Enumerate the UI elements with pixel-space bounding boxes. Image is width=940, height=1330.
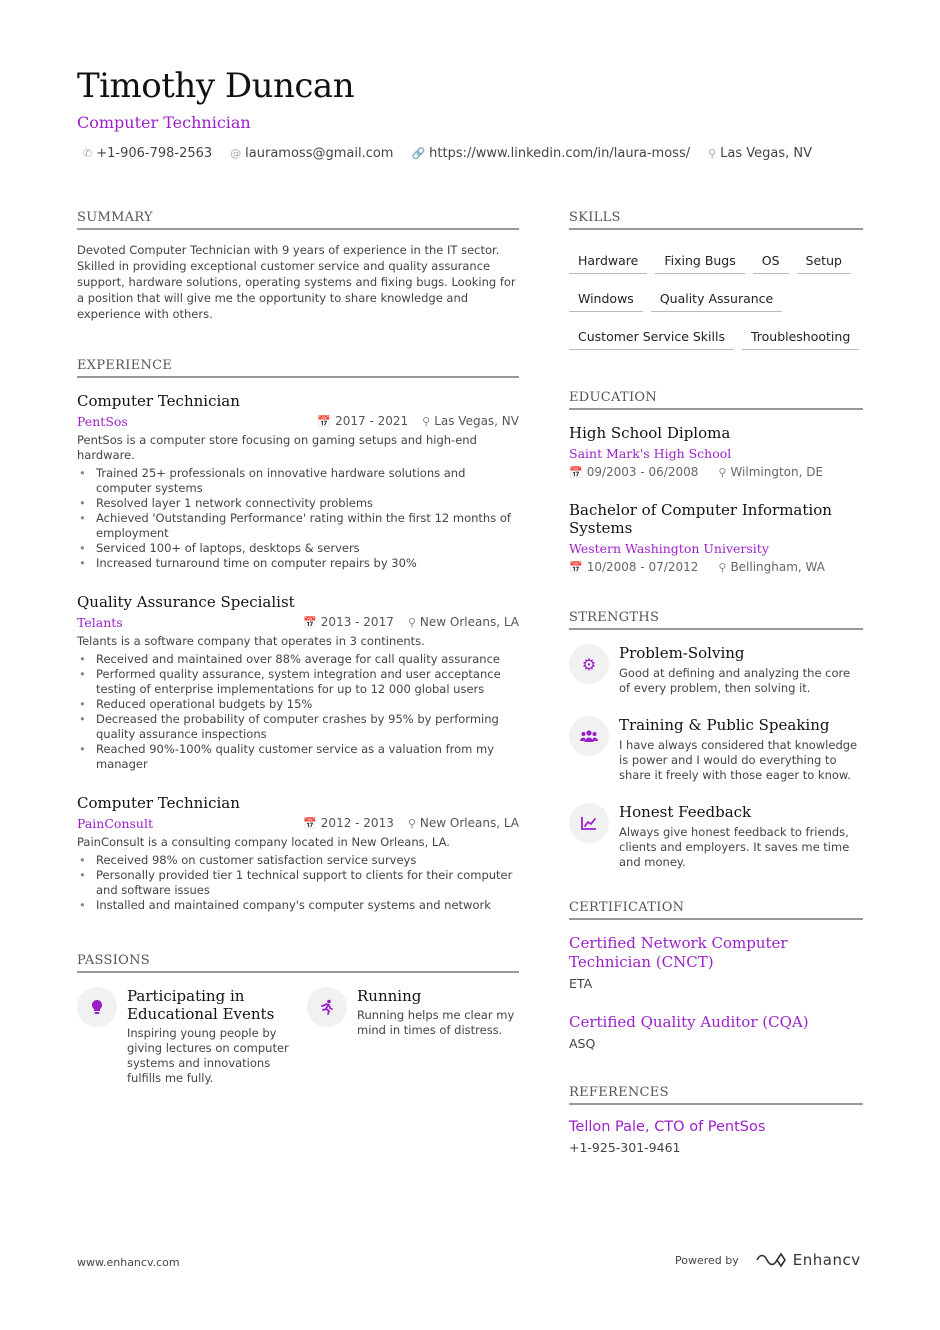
job-entry bbox=[77, 392, 519, 571]
job-title: Computer Technician bbox=[77, 113, 251, 132]
contact-location bbox=[708, 146, 812, 161]
map-pin-icon: ⚲ bbox=[407, 616, 416, 629]
skill-tag: OS bbox=[753, 248, 789, 274]
reference-phone: +1-925-301-9461 bbox=[569, 1140, 681, 1155]
enhancv-logo-text: Enhancv bbox=[792, 1251, 861, 1269]
gears-icon: ⚙ bbox=[569, 644, 609, 684]
job-bullets bbox=[77, 652, 519, 772]
job-description: PentSos is a computer store focusing on gaming setups and high-end hardware. bbox=[77, 433, 477, 462]
bullet-item: • Increased turnaround time on computer repairs by 30% bbox=[77, 556, 519, 571]
bullet-item: • Serviced 100+ of laptops, desktops & servers bbox=[77, 541, 519, 556]
passion-item bbox=[307, 987, 519, 1086]
education-dates: 📅 09/2003 - 06/2008 bbox=[569, 465, 699, 479]
linkedin-text: https://www.linkedin.com/in/laura-moss/ bbox=[429, 146, 691, 161]
certification-title: Certified Quality Auditor (CQA) bbox=[569, 1013, 809, 1031]
certification-heading: CERTIFICATION bbox=[569, 900, 863, 920]
strength-title: Honest Feedback bbox=[619, 803, 752, 821]
bullet-item: • Resolved layer 1 network connectivity problems bbox=[77, 496, 519, 511]
contact-linkedin[interactable] bbox=[411, 146, 690, 161]
job-company: PainConsult bbox=[77, 815, 153, 831]
bullet-item: • Received 98% on customer satisfaction service surveys bbox=[77, 853, 519, 868]
education-section bbox=[569, 390, 863, 574]
footer-website[interactable]: www.enhancv.com bbox=[77, 1256, 180, 1269]
bullet-item: • Reduced operational budgets by 15% bbox=[77, 697, 519, 712]
skill-tag: Troubleshooting bbox=[742, 324, 859, 350]
map-pin-icon: ⚲ bbox=[422, 415, 431, 428]
map-pin-icon: ⚲ bbox=[407, 817, 416, 830]
enhancv-logo-icon bbox=[755, 1252, 787, 1268]
education-entry bbox=[569, 501, 863, 574]
job-entry bbox=[77, 593, 519, 772]
map-pin-icon: ⚲ bbox=[708, 147, 717, 160]
phone-icon: ✆ bbox=[83, 147, 93, 160]
users-icon bbox=[569, 716, 609, 756]
calendar-icon: 📅 bbox=[303, 616, 317, 629]
job-dates: 📅 2012 - 2013 bbox=[303, 816, 394, 830]
bullet-item: • Trained 25+ professionals on innovative hardware solutions and computer systems bbox=[77, 466, 519, 496]
lightbulb-icon bbox=[77, 987, 117, 1027]
link-icon: 🔗 bbox=[411, 147, 426, 160]
experience-heading: EXPERIENCE bbox=[77, 358, 519, 378]
calendar-icon: 📅 bbox=[303, 817, 317, 830]
job-location: ⚲ Las Vegas, NV bbox=[422, 414, 519, 428]
education-school: Western Washington University bbox=[569, 541, 769, 556]
education-degree: Bachelor of Computer Information Systems bbox=[569, 501, 832, 537]
email-text: lauramoss@gmail.com bbox=[245, 146, 394, 161]
strength-item bbox=[569, 716, 863, 783]
footer-branding bbox=[675, 1251, 861, 1269]
skill-tag: Hardware bbox=[569, 248, 647, 274]
contact-bar bbox=[83, 146, 812, 161]
running-icon bbox=[307, 987, 347, 1027]
job-description: PainConsult is a consulting company located in New Orleans, LA. bbox=[77, 835, 450, 849]
bullet-item: • Performed quality assurance, system integration and user acceptance testing of enterprise implementations for up to 12 000 global users bbox=[77, 667, 519, 697]
education-location: ⚲ Wilmington, DE bbox=[718, 465, 824, 479]
passion-description: Running helps me clear my mind in times of distress. bbox=[357, 1008, 515, 1037]
calendar-icon: 📅 bbox=[317, 415, 332, 428]
strength-item bbox=[569, 803, 863, 870]
job-description: Telants is a software company that operates in 3 continents. bbox=[77, 634, 425, 648]
phone-text: +1-906-798-2563 bbox=[96, 146, 213, 161]
candidate-name: Timothy Duncan bbox=[77, 66, 355, 106]
job-company: Telants bbox=[77, 614, 123, 630]
job-entry-title: Computer Technician bbox=[77, 794, 240, 812]
skill-tag: Customer Service Skills bbox=[569, 324, 734, 350]
contact-phone[interactable] bbox=[83, 146, 212, 161]
job-dates: 📅 2017 - 2021 bbox=[317, 414, 409, 428]
skills-section bbox=[569, 210, 863, 362]
strength-title: Problem-Solving bbox=[619, 644, 745, 662]
skill-tag: Quality Assurance bbox=[651, 286, 782, 312]
bullet-item: • Decreased the probability of computer crashes by 95% by performing quality assurance inspections bbox=[77, 712, 519, 742]
education-entry bbox=[569, 424, 863, 479]
education-heading: EDUCATION bbox=[569, 390, 863, 410]
job-company: PentSos bbox=[77, 413, 128, 429]
education-degree: High School Diploma bbox=[569, 424, 731, 442]
right-column bbox=[569, 210, 863, 1155]
at-icon: @ bbox=[230, 147, 242, 160]
certification-title: Certified Network Computer Technician (CNCT) bbox=[569, 934, 788, 971]
contact-email[interactable] bbox=[230, 146, 393, 161]
passion-title: Running bbox=[357, 987, 422, 1005]
location-text: Las Vegas, NV bbox=[720, 146, 813, 161]
passion-title: Participating in Educational Events bbox=[127, 987, 275, 1023]
skill-tag: Windows bbox=[569, 286, 643, 312]
reference-name: Tellon Pale, CTO of PentSos bbox=[569, 1119, 766, 1135]
certification-section bbox=[569, 900, 863, 1051]
strength-item bbox=[569, 644, 863, 696]
job-location: ⚲ New Orleans, LA bbox=[407, 816, 519, 830]
strength-description: I have always considered that knowledge is power and I would do everything to share it freely with those eager to know. bbox=[619, 738, 858, 782]
summary-text: Devoted Computer Technician with 9 years of experience in the IT sector. Skilled in providing exceptional customer service and quality assurance support, hardware solutions, operating systems and fixing bugs. Looking for a position that will give me the opportunity to share knowledge and experience with others. bbox=[77, 243, 516, 321]
summary-heading: SUMMARY bbox=[77, 210, 519, 230]
left-column bbox=[77, 210, 519, 1086]
education-school: Saint Mark's High School bbox=[569, 446, 732, 461]
education-location: ⚲ Bellingham, WA bbox=[718, 560, 825, 574]
references-heading: REFERENCES bbox=[569, 1085, 863, 1105]
strengths-heading: STRENGTHS bbox=[569, 610, 863, 630]
strength-description: Good at defining and analyzing the core of every problem, then solving it. bbox=[619, 666, 851, 695]
map-pin-icon: ⚲ bbox=[718, 561, 727, 574]
bullet-item: • Personally provided tier 1 technical support to clients for their computer and software issues bbox=[77, 868, 519, 898]
job-bullets bbox=[77, 466, 519, 571]
strengths-section bbox=[569, 610, 863, 870]
bullet-item: • Achieved 'Outstanding Performance' rating within the first 12 months of employment bbox=[77, 511, 519, 541]
enhancv-logo[interactable] bbox=[755, 1251, 861, 1269]
summary-section bbox=[77, 210, 519, 322]
references-section bbox=[569, 1085, 863, 1155]
job-bullets bbox=[77, 853, 519, 913]
job-entry-title: Computer Technician bbox=[77, 392, 240, 410]
strength-title: Training & Public Speaking bbox=[619, 716, 830, 734]
skills-heading: SKILLS bbox=[569, 210, 863, 230]
passions-heading: PASSIONS bbox=[77, 953, 519, 973]
certification-entry bbox=[569, 1013, 863, 1051]
certification-issuer: ETA bbox=[569, 976, 593, 991]
bullet-item: • Received and maintained over 88% average for call quality assurance bbox=[77, 652, 519, 667]
map-pin-icon: ⚲ bbox=[718, 466, 727, 479]
skill-tag: Fixing Bugs bbox=[655, 248, 744, 274]
education-dates: 📅 10/2008 - 07/2012 bbox=[569, 560, 699, 574]
certification-issuer: ASQ bbox=[569, 1036, 596, 1051]
experience-section bbox=[77, 358, 519, 913]
strength-description: Always give honest feedback to friends, clients and employers. It saves me time and money. bbox=[619, 825, 850, 869]
job-entry bbox=[77, 794, 519, 913]
chart-line-icon bbox=[569, 803, 609, 843]
calendar-icon: 📅 bbox=[569, 561, 583, 574]
job-dates: 📅 2013 - 2017 bbox=[303, 615, 394, 629]
job-entry-title: Quality Assurance Specialist bbox=[77, 593, 295, 611]
passions-section bbox=[77, 953, 519, 1086]
bullet-item: • Installed and maintained company's computer systems and network bbox=[77, 898, 519, 913]
passion-description: Inspiring young people by giving lectures on computer systems and innovations fulfills me fully. bbox=[127, 1026, 289, 1085]
passion-item bbox=[77, 987, 289, 1086]
job-location: ⚲ New Orleans, LA bbox=[407, 615, 519, 629]
certification-entry bbox=[569, 934, 863, 991]
powered-by-text: Powered by bbox=[675, 1253, 739, 1267]
calendar-icon: 📅 bbox=[569, 466, 583, 479]
skill-tag: Setup bbox=[797, 248, 851, 274]
bullet-item: • Reached 90%-100% quality customer service as a valuation from my manager bbox=[77, 742, 519, 772]
